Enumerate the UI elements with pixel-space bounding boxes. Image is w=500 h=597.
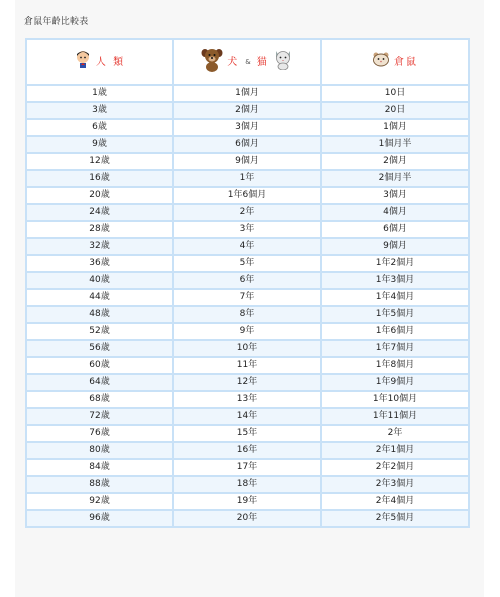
human-age-cell: 72歳 (26, 408, 173, 425)
table-row (26, 102, 469, 119)
hamster-age-cell: 1年11個月 (321, 408, 469, 425)
page-title: 倉鼠年齡比較表 (24, 17, 89, 27)
dog-cat-age-cell: 12年 (173, 374, 321, 391)
age-comparison-table (25, 38, 470, 528)
hamster-age-cell: 1年8個月 (321, 357, 469, 374)
human-age-cell: 52歳 (26, 323, 173, 340)
header-human (26, 39, 173, 85)
hamster-age-cell: 2年1個月 (321, 442, 469, 459)
table-row (26, 476, 469, 493)
human-age-cell: 84歳 (26, 459, 173, 476)
dog-cat-age-cell: 10年 (173, 340, 321, 357)
hamster-age-cell: 1年6個月 (321, 323, 469, 340)
table-row (26, 306, 469, 323)
dog-cat-age-cell: 20年 (173, 510, 321, 527)
human-age-cell: 56歳 (26, 340, 173, 357)
hamster-age-cell: 2年4個月 (321, 493, 469, 510)
dog-cat-age-cell: 1個月 (173, 85, 321, 102)
table-row (26, 408, 469, 425)
hamster-age-cell: 10日 (321, 85, 469, 102)
human-age-cell: 20歳 (26, 187, 173, 204)
dog-cat-age-cell: 14年 (173, 408, 321, 425)
dog-cat-age-cell: 17年 (173, 459, 321, 476)
dog-cat-age-cell: 9個月 (173, 153, 321, 170)
hamster-icon (372, 51, 390, 73)
dog-icon (201, 46, 223, 78)
hamster-age-cell: 4個月 (321, 204, 469, 221)
human-age-cell: 60歳 (26, 357, 173, 374)
dog-cat-age-cell: 3個月 (173, 119, 321, 136)
table-row (26, 391, 469, 408)
hamster-age-cell: 1年5個月 (321, 306, 469, 323)
header-cat-label: 猫 (256, 56, 269, 68)
table-row (26, 289, 469, 306)
table-row (26, 442, 469, 459)
hamster-age-cell: 2年 (321, 425, 469, 442)
human-age-cell: 3歳 (26, 102, 173, 119)
human-age-cell: 6歳 (26, 119, 173, 136)
dog-cat-age-cell: 6年 (173, 272, 321, 289)
table-row (26, 357, 469, 374)
dog-cat-age-cell: 11年 (173, 357, 321, 374)
table-row (26, 425, 469, 442)
dog-cat-age-cell: 6個月 (173, 136, 321, 153)
boy-icon (74, 49, 92, 75)
human-age-cell: 92歳 (26, 493, 173, 510)
table-row (26, 136, 469, 153)
dog-cat-age-cell: 18年 (173, 476, 321, 493)
human-age-cell: 40歳 (26, 272, 173, 289)
dog-cat-age-cell: 5年 (173, 255, 321, 272)
header-dog-label: 犬 (227, 56, 240, 68)
human-age-cell: 80歳 (26, 442, 173, 459)
human-age-cell: 1歳 (26, 85, 173, 102)
human-age-cell: 48歳 (26, 306, 173, 323)
human-age-cell: 44歳 (26, 289, 173, 306)
table-row (26, 187, 469, 204)
table-row (26, 323, 469, 340)
hamster-age-cell: 1個月 (321, 119, 469, 136)
dog-cat-age-cell: 19年 (173, 493, 321, 510)
cat-icon (273, 48, 293, 76)
table-row (26, 238, 469, 255)
hamster-age-cell: 2個月半 (321, 170, 469, 187)
human-age-cell: 12歳 (26, 153, 173, 170)
hamster-age-cell: 2年3個月 (321, 476, 469, 493)
dog-cat-age-cell: 15年 (173, 425, 321, 442)
dog-cat-age-cell: 4年 (173, 238, 321, 255)
hamster-age-cell: 9個月 (321, 238, 469, 255)
human-age-cell: 76歳 (26, 425, 173, 442)
hamster-age-cell: 2年5個月 (321, 510, 469, 527)
header-human-label: 人 類 (95, 56, 126, 68)
human-age-cell: 88歳 (26, 476, 173, 493)
table-row (26, 119, 469, 136)
human-age-cell: 16歳 (26, 170, 173, 187)
hamster-age-cell: 1個月半 (321, 136, 469, 153)
hamster-age-cell: 3個月 (321, 187, 469, 204)
header-hamster (321, 39, 469, 85)
hamster-age-cell: 1年3個月 (321, 272, 469, 289)
header-ampersand: & (245, 57, 251, 66)
hamster-age-cell: 2個月 (321, 153, 469, 170)
hamster-age-cell: 1年4個月 (321, 289, 469, 306)
hamster-age-cell: 1年9個月 (321, 374, 469, 391)
hamster-age-cell: 2年2個月 (321, 459, 469, 476)
table-row (26, 170, 469, 187)
hamster-age-cell: 6個月 (321, 221, 469, 238)
table-row (26, 340, 469, 357)
dog-cat-age-cell: 3年 (173, 221, 321, 238)
dog-cat-age-cell: 9年 (173, 323, 321, 340)
table-row (26, 493, 469, 510)
table-row (26, 459, 469, 476)
human-age-cell: 68歳 (26, 391, 173, 408)
dog-cat-age-cell: 1年6個月 (173, 187, 321, 204)
dog-cat-age-cell: 1年 (173, 170, 321, 187)
human-age-cell: 24歳 (26, 204, 173, 221)
hamster-age-cell: 1年10個月 (321, 391, 469, 408)
table-row (26, 85, 469, 102)
hamster-age-cell: 20日 (321, 102, 469, 119)
table-row (26, 255, 469, 272)
dog-cat-age-cell: 16年 (173, 442, 321, 459)
header-dog-cat (173, 39, 321, 85)
human-age-cell: 96歳 (26, 510, 173, 527)
table-header-row (26, 39, 469, 85)
table-row (26, 204, 469, 221)
table-row (26, 221, 469, 238)
human-age-cell: 32歳 (26, 238, 173, 255)
dog-cat-age-cell: 13年 (173, 391, 321, 408)
human-age-cell: 28歳 (26, 221, 173, 238)
dog-cat-age-cell: 8年 (173, 306, 321, 323)
hamster-age-cell: 1年2個月 (321, 255, 469, 272)
table-row (26, 510, 469, 527)
human-age-cell: 64歳 (26, 374, 173, 391)
table-row (26, 153, 469, 170)
dog-cat-age-cell: 2個月 (173, 102, 321, 119)
hamster-age-cell: 1年7個月 (321, 340, 469, 357)
header-hamster-label: 倉鼠 (394, 56, 418, 68)
table-row (26, 374, 469, 391)
human-age-cell: 36歳 (26, 255, 173, 272)
table-row (26, 272, 469, 289)
dog-cat-age-cell: 2年 (173, 204, 321, 221)
human-age-cell: 9歳 (26, 136, 173, 153)
dog-cat-age-cell: 7年 (173, 289, 321, 306)
